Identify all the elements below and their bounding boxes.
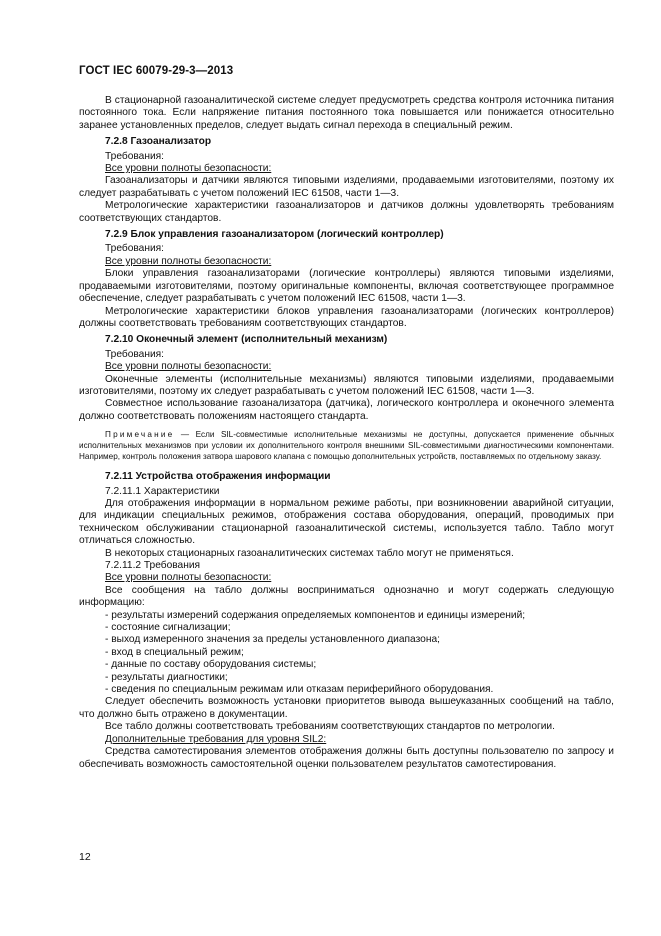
- all-levels-text: Все уровни полноты безопасности:: [105, 361, 272, 373]
- paragraph: Оконечные элементы (исполнительные механизмы) являются типовыми изделиями, продаваемыми изготовителями, поэтому их следует разрабатывать с учетом положений IEC 61508, части 1—3.: [79, 373, 614, 397]
- sil2-label: [79, 734, 614, 746]
- all-levels-label: [79, 163, 614, 175]
- paragraph: Все табло должны соответствовать требованиям соответствующих стандартов по метрологии.: [105, 721, 555, 733]
- info-list: [79, 610, 614, 697]
- paragraph: Средства самотестирования элементов отображения должны быть доступны пользователю по запросу и обеспечивать возможность самостоятельной оценки пользователем результатов самотестирования.: [79, 746, 614, 770]
- all-levels-text: Все уровни полноты безопасности:: [105, 572, 272, 584]
- paragraph: В некоторых стационарных газоаналитических системах табло могут не применяться.: [105, 547, 514, 559]
- subsection-7-2-11-1: 7.2.11.1 Характеристики: [105, 485, 220, 497]
- requirements-label: Требования:: [105, 150, 164, 162]
- all-levels-text: Все уровни полноты безопасности:: [105, 255, 272, 267]
- all-levels-text: Все уровни полноты безопасности:: [105, 163, 272, 175]
- list-item: - состояние сигнализации;: [105, 622, 231, 634]
- requirements-label: Требования:: [105, 348, 164, 360]
- note-label: Примечание: [105, 430, 175, 440]
- requirements-label: Требования:: [105, 243, 164, 255]
- list-item: - сведения по специальным режимам или отказам периферийного оборудования.: [105, 684, 494, 696]
- list-item: - результаты измерений содержания определяемых компонентов и единицы измерений;: [105, 609, 526, 621]
- list-item: - вход в специальный режим;: [105, 646, 244, 658]
- paragraph: Газоанализаторы и датчики являются типовыми изделиями, продаваемыми изготовителями, поэтому их следует разрабатывать с учетом положений IEC 61508, части 1—3.: [79, 175, 614, 199]
- section-7-2-8-heading: 7.2.8 Газоанализатор: [105, 136, 212, 148]
- paragraph: Блоки управления газоанализаторами (логические контроллеры) являются типовыми изделиями, продаваемыми изготовителями, поэтому оригинальные компоненты, включая соответствующее программное обеспечение, следует разрабатывать с учетом положений IEC 61508, части 1—3.: [79, 268, 614, 305]
- intro-paragraph: В стационарной газоаналитической системе следует предусмотреть средства контроля источника питания постоянного тока. Если напряжение питания постоянного тока повышается или понижается относительно заранее установленных пределов, следует выдать сигнал перехода в специальный режим.: [79, 95, 614, 131]
- list-item: - данные по составу оборудования системы;: [105, 659, 317, 671]
- paragraph: Метрологические характеристики газоанализаторов и датчиков должны удовлетворять требованиям соответствующих стандартов.: [79, 200, 614, 224]
- subsection-7-2-11-2: 7.2.11.2 Требования: [105, 560, 201, 571]
- list-item: - выход измеренного значения за пределы установленного диапазона;: [105, 634, 440, 646]
- paragraph: Следует обеспечить возможность установки приоритетов вывода вышеуказанных сообщений на табло, что должно быть отражено в документации.: [79, 696, 614, 720]
- section-7-2-11-heading: 7.2.11 Устройства отображения информации: [105, 471, 331, 483]
- all-levels-label: [79, 572, 614, 584]
- page-content: [79, 95, 614, 771]
- page-number: 12: [79, 851, 91, 863]
- paragraph: Для отображения информации в нормальном режиме работы, при возникновении аварийной ситуации, для индикации специальных режимов, отображения состава оборудования, операций, проводимых при техническом обслуживании стационарной газоаналитической системы, используется табло. Табло могут отличаться сложностью.: [79, 497, 614, 547]
- paragraph: Метрологические характеристики блоков управления газоанализаторами (логических контроллеров) должны соответствовать требованиям соответствующих стандартов.: [79, 305, 614, 329]
- all-levels-label: [79, 256, 614, 268]
- document-header: ГОСТ IEC 60079-29-3—2013: [79, 65, 234, 77]
- paragraph: Совместное использование газоанализатора (датчика), логического контроллера и оконечного элемента должно соответствовать положениям настоящего стандарта.: [79, 398, 614, 422]
- list-item: - результаты диагностики;: [105, 671, 228, 683]
- all-levels-label: [79, 361, 614, 373]
- note-paragraph: [79, 429, 614, 462]
- sil2-text: Дополнительные требования для уровня SIL2:: [105, 733, 327, 745]
- section-7-2-9-heading: 7.2.9 Блок управления газоанализатором (логический контроллер): [105, 229, 444, 241]
- paragraph: Все сообщения на табло должны восприниматься однозначно и могут содержать следующую информацию:: [79, 584, 614, 609]
- section-7-2-10-heading: 7.2.10 Оконечный элемент (исполнительный механизм): [105, 334, 388, 346]
- note-text: — Если SIL-совместимые исполнительные механизмы не доступны, допускается применение обычных исполнительных механизмов при условии их дополнительного контроля внешними SIL-совместимыми диагностическими компонентами. Например, контроль положения затвора шарового клапана с помощью дополнительных устройств, поставляемых по отдельному заказу.: [79, 430, 614, 462]
